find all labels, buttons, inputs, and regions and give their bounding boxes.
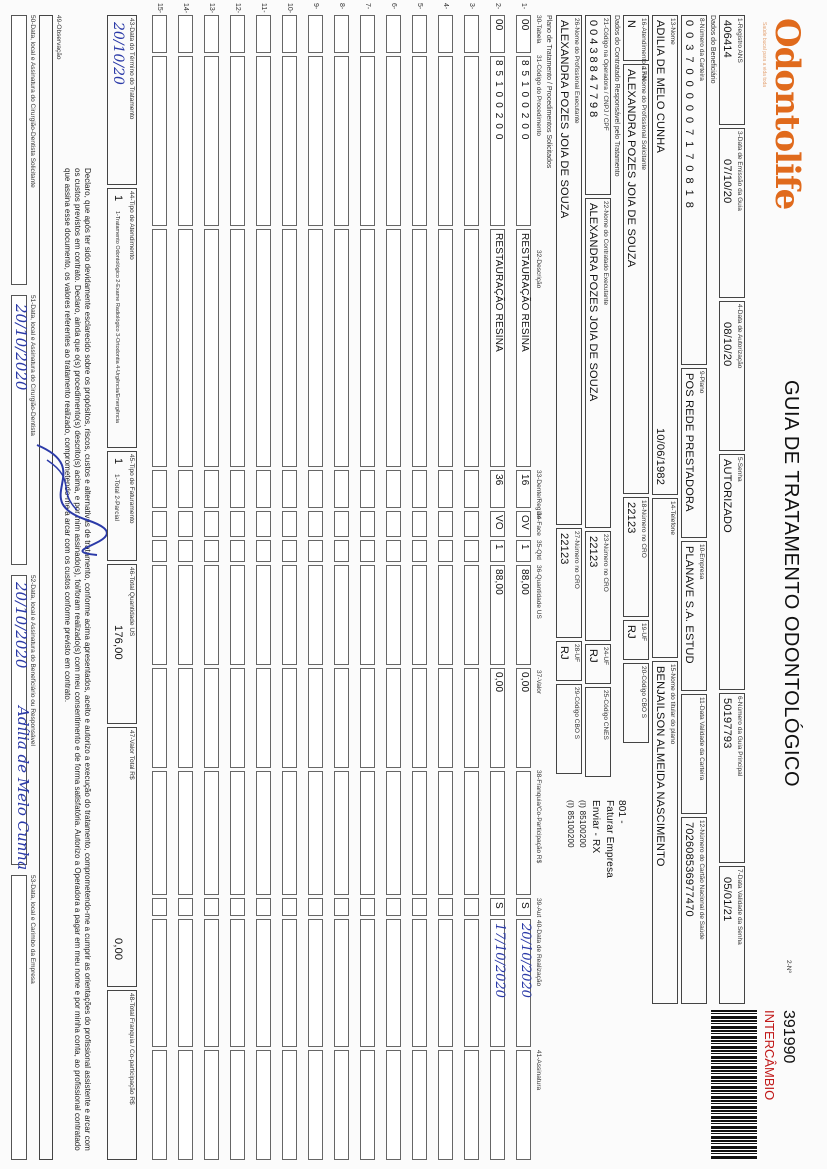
procedure-cell-data	[464, 919, 479, 1047]
row-number: 8-	[338, 3, 345, 10]
procedure-cell-qtd_us	[230, 565, 245, 665]
col-descricao: 32-Descrição	[535, 250, 542, 289]
procedure-cell-tabela	[360, 15, 375, 53]
procedure-cell-franquia	[178, 771, 193, 895]
procedure-cell-franquia	[334, 771, 349, 895]
procedure-cell-assinatura	[152, 1050, 167, 1160]
procedure-cell-assinatura	[334, 1050, 349, 1160]
total-us-field: 46-Total Quantidade US 176,00	[107, 564, 137, 724]
row-number: 6-	[390, 3, 397, 10]
procedure-cell-codigo	[412, 56, 427, 226]
procedure-cell-aut	[152, 898, 167, 916]
operator-code-field: 21-Código na Operadora / CNPJ / CPF 00438847798	[585, 15, 611, 195]
procedure-cell-face	[438, 511, 453, 537]
procedure-cell-dente	[334, 470, 349, 508]
requesting-cbo-field: 20-Código CBO S	[623, 663, 649, 743]
procedure-cell-tabela	[256, 15, 271, 53]
procedure-cell-qtd_us	[360, 565, 375, 665]
col-codigo: 31-Código do Procedimento	[535, 55, 542, 136]
procedure-cell-aut	[308, 898, 323, 916]
company-field: 10-Empresa PLANAVE S.A. ESTUD	[681, 541, 707, 691]
procedure-cell-face	[360, 511, 375, 537]
col-dente: 33-Dente/Região	[535, 470, 542, 520]
procedure-value-data: 20/10/2020	[518, 923, 533, 998]
procedure-value-valor: 0,00	[493, 672, 504, 693]
side-note-4: (I) 85100200	[578, 800, 587, 848]
procedure-cell-assinatura	[516, 1050, 531, 1160]
contractor-name-field: 22-Nome do Contratado Executante ALEXANDRA POZES JOIA DE SOUZA	[585, 198, 611, 528]
procedure-value-tabela: 00	[519, 19, 530, 31]
col-franquia: 38-Franquia/Co-Participação R$	[535, 770, 542, 864]
row-number: 3-	[468, 3, 475, 10]
procedure-cell-tabela	[178, 15, 193, 53]
procedure-cell-franquia	[464, 771, 479, 895]
procedure-cell-qtd_us	[386, 565, 401, 665]
procedure-cell-face	[282, 511, 297, 537]
procedure-cell-qtd_us	[256, 565, 271, 665]
procedure-cell-data	[178, 919, 193, 1047]
declaration-text: Declaro, que após ter sido devidamente esclarecido sobre os propósitos, riscos, custos e alternativas de tratamento, conforme acima apresentados, aceito e autorizo a execução do tratamento, comprometendo-me a cumprir as orientações do profissional assistente e arcar com os custos previstos em contrato. Declaro, ainda que o(s) procedimento(s) descrito(s) acima, e por mim assinado(s), foi/foram realizado(s) com meu consentimento e de forma satisfatória. Autorizo a Operadora a pagar em meu nome e por minha conta, ao profissional contratado que assina esse documento, os valores referentes ao tratamento realizado, comprometendo-me a arcar com os custos conforme previsto em contrato.	[63, 168, 92, 1151]
procedure-cell-codigo	[282, 56, 297, 226]
procedure-cell-valor	[152, 668, 167, 768]
procedure-value-codigo: 85100200	[493, 60, 504, 145]
procedure-cell-face	[230, 511, 245, 537]
procedure-cell-assinatura	[438, 1050, 453, 1160]
procedure-value-valor: 0,00	[519, 672, 530, 693]
procedure-cell-tabela	[230, 15, 245, 53]
procedure-cell-valor	[412, 668, 427, 768]
row-number: 2-	[494, 3, 501, 10]
procedure-cell-dente	[490, 470, 505, 508]
procedure-cell-franquia	[438, 771, 453, 895]
procedure-value-tabela: 00	[493, 19, 504, 31]
procedure-cell-tabela	[204, 15, 219, 53]
side-note-1: 801 -	[616, 800, 627, 824]
procedure-cell-qtd	[334, 540, 349, 562]
procedure-cell-qtd_us	[178, 565, 193, 665]
procedure-cell-descricao	[230, 229, 245, 467]
procedure-cell-qtd	[438, 540, 453, 562]
procedure-cell-valor	[386, 668, 401, 768]
procedure-cell-data	[438, 919, 453, 1047]
procedure-cell-qtd	[308, 540, 323, 562]
procedure-cell-face	[152, 511, 167, 537]
procedure-value-qtd: 1	[493, 544, 504, 550]
sig-53-label: 53-Data, local e Carimbo da Empresa	[29, 875, 36, 984]
procedure-cell-qtd	[360, 540, 375, 562]
procedure-cell-data	[256, 919, 271, 1047]
procedure-cell-qtd_us	[516, 565, 531, 665]
procedure-cell-tabela	[334, 15, 349, 53]
barcode	[711, 1010, 757, 1160]
procedure-cell-assinatura	[386, 1050, 401, 1160]
procedure-cell-assinatura	[360, 1050, 375, 1160]
side-note-2: Faturar Empresa	[604, 800, 615, 879]
procedure-cell-descricao	[516, 229, 531, 467]
procedure-cell-descricao	[334, 229, 349, 467]
procedure-cell-descricao	[256, 229, 271, 467]
col-assinatura: 41-Assinatura	[535, 1050, 542, 1091]
row-number: 10-	[286, 3, 293, 14]
procedure-cell-descricao	[438, 229, 453, 467]
procedure-value-qtd_us: 88,00	[519, 569, 530, 596]
procedure-value-aut: S	[493, 902, 504, 909]
procedure-cell-face	[386, 511, 401, 537]
password-validity-field: 7-Data Validade da Senha 05/01/21	[719, 866, 745, 1004]
sig-53-field	[11, 875, 27, 1160]
procedure-cell-qtd	[516, 540, 531, 562]
procedure-cell-franquia	[204, 771, 219, 895]
procedure-cell-assinatura	[256, 1050, 271, 1160]
procedure-cell-data	[204, 919, 219, 1047]
procedure-cell-dente	[360, 470, 375, 508]
procedure-cell-qtd	[490, 540, 505, 562]
card-validity-field: 11-Data Validade da Carteira	[681, 694, 707, 814]
procedure-value-dente: 16	[519, 474, 530, 486]
procedure-cell-codigo	[308, 56, 323, 226]
procedure-cell-franquia	[282, 771, 297, 895]
col-aut: 39-Aut	[535, 898, 542, 918]
procedure-value-face: VO	[493, 515, 504, 530]
procedure-cell-face	[464, 511, 479, 537]
procedure-cell-data	[386, 919, 401, 1047]
procedure-cell-aut	[438, 898, 453, 916]
procedure-cell-codigo	[360, 56, 375, 226]
procedure-cell-face	[412, 511, 427, 537]
col-face: 34-Face	[535, 512, 542, 536]
authorization-date-field: 4-Data de Autorização 08/10/20	[719, 301, 745, 451]
procedure-cell-franquia	[490, 771, 505, 895]
row-number: 11-	[260, 3, 267, 13]
procedure-cell-descricao	[464, 229, 479, 467]
procedure-cell-face	[334, 511, 349, 537]
procedure-cell-valor	[230, 668, 245, 768]
procedure-cell-valor	[438, 668, 453, 768]
dentist-signature-scribble	[27, 440, 107, 560]
procedure-cell-qtd	[256, 540, 271, 562]
procedure-cell-dente	[464, 470, 479, 508]
main-guide-number-field: 6-Número da Guia Principal 50197793	[719, 693, 745, 863]
procedure-cell-aut	[516, 898, 531, 916]
procedure-cell-dente	[412, 470, 427, 508]
procedure-cell-aut	[464, 898, 479, 916]
procedure-cell-aut	[360, 898, 375, 916]
procedure-cell-qtd_us	[464, 565, 479, 665]
procedure-value-descricao: RESTAURAÇÃO RESINA	[519, 233, 530, 352]
plan-field: 9-Plano POS REDE PRESTADORA	[681, 368, 707, 538]
row-number: 5-	[416, 3, 423, 10]
executing-professional-field: 26-Nome do Profissional Executante ALEXANDRA POZES JOIA DE SOUZA	[556, 15, 582, 525]
procedure-cell-qtd_us	[412, 565, 427, 665]
row-number: 15-	[156, 3, 163, 14]
procedure-cell-aut	[178, 898, 193, 916]
procedure-cell-descricao	[386, 229, 401, 467]
guide-number-label: 2-Nº	[785, 960, 792, 973]
procedure-cell-data	[334, 919, 349, 1047]
procedure-cell-dente	[230, 470, 245, 508]
sig-52-field: 20/10/2020 Adília de Melo Cunha	[11, 575, 27, 865]
procedure-cell-descricao	[308, 229, 323, 467]
procedure-cell-codigo	[516, 56, 531, 226]
procedure-cell-qtd	[178, 540, 193, 562]
executing-cbo-field: 29-Código CBO S	[556, 684, 582, 774]
procedure-cell-dente	[516, 470, 531, 508]
procedure-cell-qtd_us	[334, 565, 349, 665]
requesting-cro-field: 18-Número no CRO 22123	[623, 497, 649, 617]
procedure-cell-qtd_us	[308, 565, 323, 665]
procedure-cell-valor	[490, 668, 505, 768]
procedure-cell-data	[490, 919, 505, 1047]
procedure-cell-qtd	[204, 540, 219, 562]
procedure-cell-qtd	[412, 540, 427, 562]
procedure-cell-valor	[516, 668, 531, 768]
procedure-cell-valor	[464, 668, 479, 768]
beneficiary-name-field: 13-Nome ADILIA DE MELO CUNHA 10/06/1982	[652, 15, 678, 495]
birth-date: 10/06/1982	[654, 428, 666, 486]
procedure-cell-codigo	[464, 56, 479, 226]
procedure-cell-data	[230, 919, 245, 1047]
guide-number: 391990	[780, 1010, 797, 1064]
procedure-value-aut: S	[519, 902, 530, 909]
procedure-cell-codigo	[152, 56, 167, 226]
procedure-cell-tabela	[152, 15, 167, 53]
procedure-cell-aut	[230, 898, 245, 916]
procedure-cell-data	[360, 919, 375, 1047]
service-type-field: 44-Tipo de Atendimento 1 1-Tratamento Odontológico 2-Exame Radiológico 3-Ortodontia 4-Urgência/Emergência	[107, 188, 137, 448]
procedure-cell-tabela	[412, 15, 427, 53]
procedure-cell-qtd_us	[282, 565, 297, 665]
procedure-cell-face	[308, 511, 323, 537]
procedure-cell-face	[516, 511, 531, 537]
procedure-cell-qtd_us	[438, 565, 453, 665]
row-number: 9-	[312, 3, 319, 10]
procedure-cell-assinatura	[412, 1050, 427, 1160]
procedure-cell-franquia	[308, 771, 323, 895]
procedure-cell-dente	[386, 470, 401, 508]
procedure-cell-aut	[282, 898, 297, 916]
procedure-cell-aut	[204, 898, 219, 916]
procedure-cell-aut	[412, 898, 427, 916]
emission-date-field: 3-Data de Emissão da Guia 07/10/20	[719, 128, 745, 298]
procedure-cell-data	[412, 919, 427, 1047]
procedure-cell-valor	[308, 668, 323, 768]
procedure-cell-qtd	[464, 540, 479, 562]
procedure-cell-franquia	[360, 771, 375, 895]
procedure-cell-face	[178, 511, 193, 537]
procedure-value-face: OV	[519, 515, 530, 530]
procedure-cell-codigo	[230, 56, 245, 226]
plan-title: Plano de Tratamento / Procedimentos Solicitados	[545, 15, 552, 169]
total-franchise-field: 48-Total Franquia / Co-participação R$	[107, 990, 137, 1160]
procedure-cell-tabela	[308, 15, 323, 53]
row-number: 14-	[182, 3, 189, 14]
procedure-cell-descricao	[152, 229, 167, 467]
national-card-field: 12-Número do Cartão Nacional de Saúde 702608536977470	[681, 817, 707, 1004]
procedure-value-qtd_us: 88,00	[493, 569, 504, 596]
requesting-professional-field: 17-Nome do Profissional Solicitante ALEXANDRA POZES JOIA DE SOUZA	[623, 64, 649, 494]
procedure-cell-assinatura	[464, 1050, 479, 1160]
col-data-realizacao: 40-Data de Realização	[535, 920, 542, 987]
procedure-cell-qtd_us	[490, 565, 505, 665]
section-beneficiary: Dados do Beneficiário	[709, 15, 716, 84]
holder-name-field: 15-Nome do titular do plano BENJAILSON ALMEIDA NASCIMENTO	[652, 661, 678, 1004]
procedure-cell-data	[308, 919, 323, 1047]
procedure-cell-franquia	[412, 771, 427, 895]
sig-50-field	[11, 15, 27, 285]
patient-signature: Adília de Melo Cunha	[14, 706, 32, 871]
procedure-cell-descricao	[178, 229, 193, 467]
procedure-cell-tabela	[386, 15, 401, 53]
executing-uf-field: 28-UF RJ	[556, 641, 582, 681]
procedure-cell-descricao	[490, 229, 505, 467]
newborn-field: 16-Atendimento a RN N	[623, 15, 649, 61]
password-field: 5-Senha AUTORIZADO	[719, 454, 745, 690]
procedure-cell-descricao	[412, 229, 427, 467]
col-valor: 37-Valor	[535, 670, 542, 695]
procedure-cell-qtd	[282, 540, 297, 562]
procedure-cell-valor	[204, 668, 219, 768]
procedure-value-data: 17/10/2020	[492, 923, 507, 998]
row-number: 12-	[234, 3, 241, 14]
procedure-cell-qtd_us	[204, 565, 219, 665]
procedure-cell-codigo	[204, 56, 219, 226]
card-number-field: 8-Número da Carteira 0037000007170818	[681, 15, 707, 365]
side-note-5: (I) 85100200	[566, 800, 575, 848]
requesting-uf-field: 19-UF RJ	[623, 620, 649, 660]
procedure-cell-tabela	[490, 15, 505, 53]
procedure-cell-assinatura	[282, 1050, 297, 1160]
procedure-cell-tabela	[282, 15, 297, 53]
section-contractor: Dados do Contratado Responsável pelo Tratamento	[613, 15, 620, 177]
procedure-cell-qtd	[386, 540, 401, 562]
procedure-cell-dente	[204, 470, 219, 508]
procedure-cell-codigo	[178, 56, 193, 226]
procedure-cell-face	[204, 511, 219, 537]
col-qtd-us: 36-Quantidade US	[535, 565, 542, 619]
col-qtd: 35-Qtd	[535, 540, 542, 560]
procedure-cell-valor	[282, 668, 297, 768]
procedure-cell-descricao	[204, 229, 219, 467]
procedure-cell-dente	[438, 470, 453, 508]
procedure-cell-valor	[334, 668, 349, 768]
procedure-value-codigo: 85100200	[519, 60, 530, 145]
sig-51-field: 20/10/2020	[11, 295, 27, 565]
procedure-cell-assinatura	[204, 1050, 219, 1160]
procedure-cell-codigo	[256, 56, 271, 226]
side-note-3: Enviar - RX	[590, 800, 601, 854]
procedure-cell-tabela	[516, 15, 531, 53]
contractor-cro-field: 23-Número no CRO 22123	[585, 531, 611, 641]
procedure-cell-dente	[308, 470, 323, 508]
procedure-cell-assinatura	[308, 1050, 323, 1160]
procedure-cell-codigo	[438, 56, 453, 226]
odontolife-logo: Odontolife	[767, 18, 807, 210]
procedure-value-qtd: 1	[519, 544, 530, 550]
cnes-field: 25-Código CNES	[585, 687, 611, 777]
procedure-cell-franquia	[386, 771, 401, 895]
contractor-uf-field: 24-UF RJ	[585, 644, 611, 684]
observation-field	[39, 15, 53, 1160]
procedure-cell-assinatura	[490, 1050, 505, 1160]
brand-tagline: Saúde bucal para a vida toda	[761, 22, 767, 88]
procedure-cell-tabela	[438, 15, 453, 53]
procedure-cell-dente	[256, 470, 271, 508]
procedure-cell-data	[282, 919, 297, 1047]
sig-50-label: 50-Data, local e Assinatura do Cirurgião-Dentista Solicitante	[29, 15, 36, 188]
procedure-cell-codigo	[386, 56, 401, 226]
executing-cro-field: 27-Número no CRO 22123	[556, 528, 582, 638]
guide-tag: INTERCÂMBIO	[762, 1010, 777, 1101]
procedure-cell-dente	[282, 470, 297, 508]
billing-type-field: 45-Tipo de Faturamento 1 1-Total 2-Parcial	[107, 451, 137, 561]
procedure-cell-dente	[152, 470, 167, 508]
procedure-cell-data	[152, 919, 167, 1047]
procedure-cell-face	[490, 511, 505, 537]
procedure-cell-qtd_us	[152, 565, 167, 665]
procedure-cell-franquia	[230, 771, 245, 895]
procedure-cell-qtd	[152, 540, 167, 562]
procedure-cell-aut	[334, 898, 349, 916]
procedure-cell-face	[256, 511, 271, 537]
row-number: 1-	[520, 3, 527, 10]
procedure-cell-aut	[386, 898, 401, 916]
sig-52-label: 52-Data, local e Assinatura do Beneficiário ou Responsável	[29, 575, 36, 746]
total-value-field: 47-Valor Total R$ 0,00	[107, 727, 137, 987]
procedure-value-dente: 36	[493, 474, 504, 486]
sig-51-label: 51-Data, local e Assinatura do Cirurgião-Dentista	[29, 295, 36, 436]
row-number: 13-	[208, 3, 215, 14]
col-tabela: 30-Tabela	[535, 15, 542, 44]
procedure-cell-qtd	[230, 540, 245, 562]
procedure-cell-tabela	[464, 15, 479, 53]
procedure-cell-valor	[360, 668, 375, 768]
procedure-cell-franquia	[516, 771, 531, 895]
procedure-cell-dente	[178, 470, 193, 508]
procedure-cell-descricao	[282, 229, 297, 467]
procedure-cell-aut	[490, 898, 505, 916]
observation-label: 49-Observação	[55, 15, 62, 60]
procedure-cell-codigo	[490, 56, 505, 226]
procedure-cell-assinatura	[230, 1050, 245, 1160]
phone-field: 14-Telefone	[652, 498, 678, 658]
end-date-field: 43-Data do Término do Tratamento 20/10/20	[107, 15, 137, 185]
procedure-cell-data	[516, 919, 531, 1047]
procedure-cell-aut	[256, 898, 271, 916]
procedure-cell-assinatura	[178, 1050, 193, 1160]
page-title: GUIA DE TRATAMENTO ODONTOLÓGICO	[780, 380, 802, 788]
procedure-cell-franquia	[152, 771, 167, 895]
row-number: 7-	[364, 3, 371, 10]
procedure-cell-descricao	[360, 229, 375, 467]
procedure-cell-valor	[178, 668, 193, 768]
procedure-value-descricao: RESTAURAÇÃO RESINA	[493, 233, 504, 352]
procedure-cell-codigo	[334, 56, 349, 226]
procedure-cell-valor	[256, 668, 271, 768]
procedure-cell-franquia	[256, 771, 271, 895]
row-number: 4-	[442, 3, 449, 10]
registro-ans-field: 1-Registro ANS 406414	[719, 15, 745, 125]
